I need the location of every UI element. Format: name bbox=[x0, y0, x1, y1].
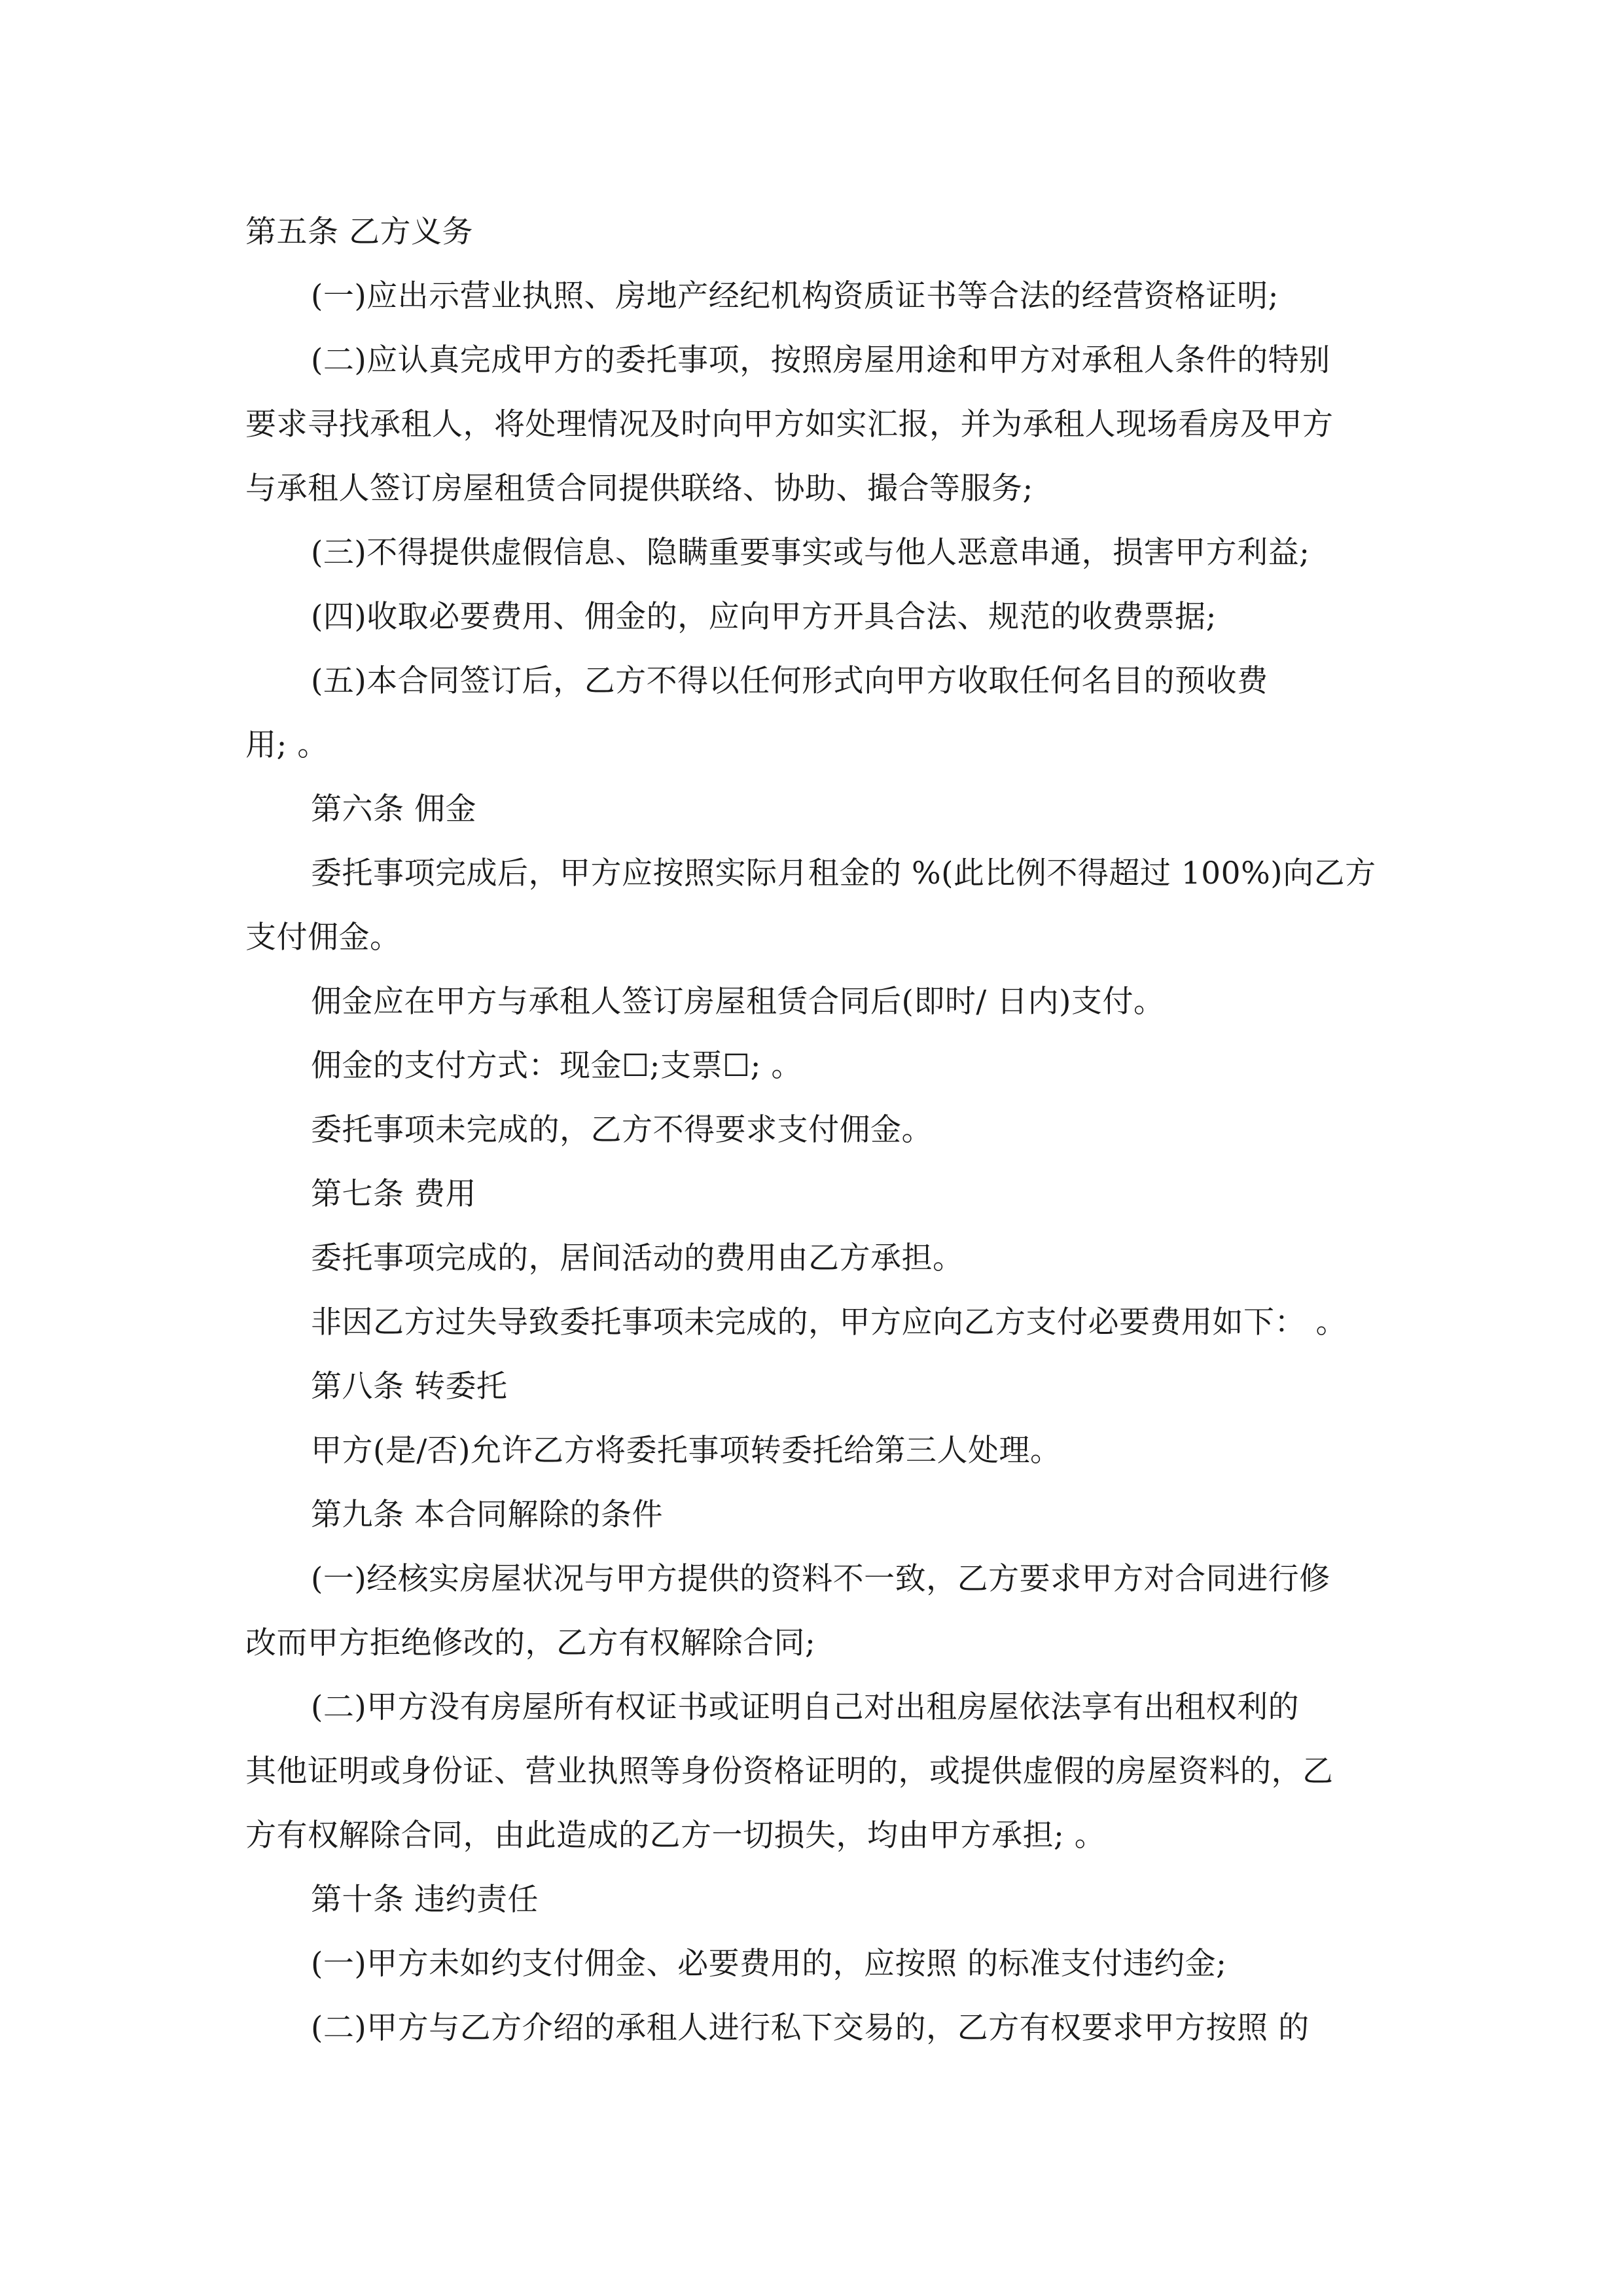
document-line: (三)不得提供虚假信息、隐瞒重要事实或与他人恶意串通，损害甲方利益; bbox=[311, 535, 1310, 571]
document-body bbox=[245, 200, 1384, 2060]
document-line: 第九条 本合同解除的条件 bbox=[311, 1497, 663, 1533]
document-line: (一)应出示营业执照、房地产经纪机构资质证书等合法的经营资格证明; bbox=[311, 278, 1279, 314]
document-line: 改而甲方拒绝修改的，乙方有权解除合同; bbox=[245, 1625, 816, 1661]
document-line: 佣金的支付方式：现金☐;支票☐; 。 bbox=[311, 1048, 802, 1084]
document-line: 第五条 乙方义务 bbox=[245, 214, 473, 250]
document-line: 第八条 转委托 bbox=[311, 1369, 508, 1405]
document-line: (二)甲方没有房屋所有权证书或证明自己对出租房屋依法享有出租权利的 bbox=[311, 1689, 1300, 1725]
document-line: 要求寻找承租人，将处理情况及时向甲方如实汇报，并为承租人现场看房及甲方 bbox=[245, 406, 1334, 442]
document-line: 委托事项完成后，甲方应按照实际月租金的 %(此比例不得超过 100%)向乙方 bbox=[311, 855, 1376, 891]
document-line: 委托事项完成的，居间活动的费用由乙方承担。 bbox=[311, 1240, 964, 1276]
document-line: 第十条 违约责任 bbox=[311, 1882, 539, 1918]
document-line: (一)甲方未如约支付佣金、必要费用的，应按照 的标准支付违约金; bbox=[311, 1946, 1227, 1982]
document-line: 第六条 佣金 bbox=[311, 791, 476, 827]
document-line: 用; 。 bbox=[245, 727, 329, 763]
document-line: (一)经核实房屋状况与甲方提供的资料不一致，乙方要求甲方对合同进行修 bbox=[311, 1561, 1330, 1597]
document-line: 非因乙方过失导致委托事项未完成的，甲方应向乙方支付必要费用如下： 。 bbox=[311, 1304, 1347, 1340]
document-line: (四)收取必要费用、佣金的，应向甲方开具合法、规范的收费票据; bbox=[311, 599, 1217, 635]
document-line: (二)甲方与乙方介绍的承租人进行私下交易的，乙方有权要求甲方按照 的 bbox=[311, 2010, 1310, 2046]
document-line: (二)应认真完成甲方的委托事项，按照房屋用途和甲方对承租人条件的特别 bbox=[311, 342, 1330, 378]
document-line: 支付佣金。 bbox=[245, 920, 401, 956]
document-line: 方有权解除合同，由此造成的乙方一切损失，均由甲方承担; 。 bbox=[245, 1818, 1106, 1854]
document-line: 委托事项未完成的，乙方不得要求支付佣金。 bbox=[311, 1112, 933, 1148]
document-line: 甲方(是/否)允许乙方将委托事项转委托给第三人处理。 bbox=[311, 1433, 1061, 1469]
document-line: 其他证明或身份证、营业执照等身份资格证明的，或提供虚假的房屋资料的，乙 bbox=[245, 1753, 1334, 1789]
document-line: 第七条 费用 bbox=[311, 1176, 476, 1212]
document-line: (五)本合同签订后，乙方不得以任何形式向甲方收取任何名目的预收费 bbox=[311, 663, 1268, 699]
document-line: 佣金应在甲方与承租人签订房屋租赁合同后(即时/ 日内)支付。 bbox=[311, 984, 1165, 1020]
document-line: 与承租人签订房屋租赁合同提供联络、协助、撮合等服务; bbox=[245, 471, 1033, 507]
